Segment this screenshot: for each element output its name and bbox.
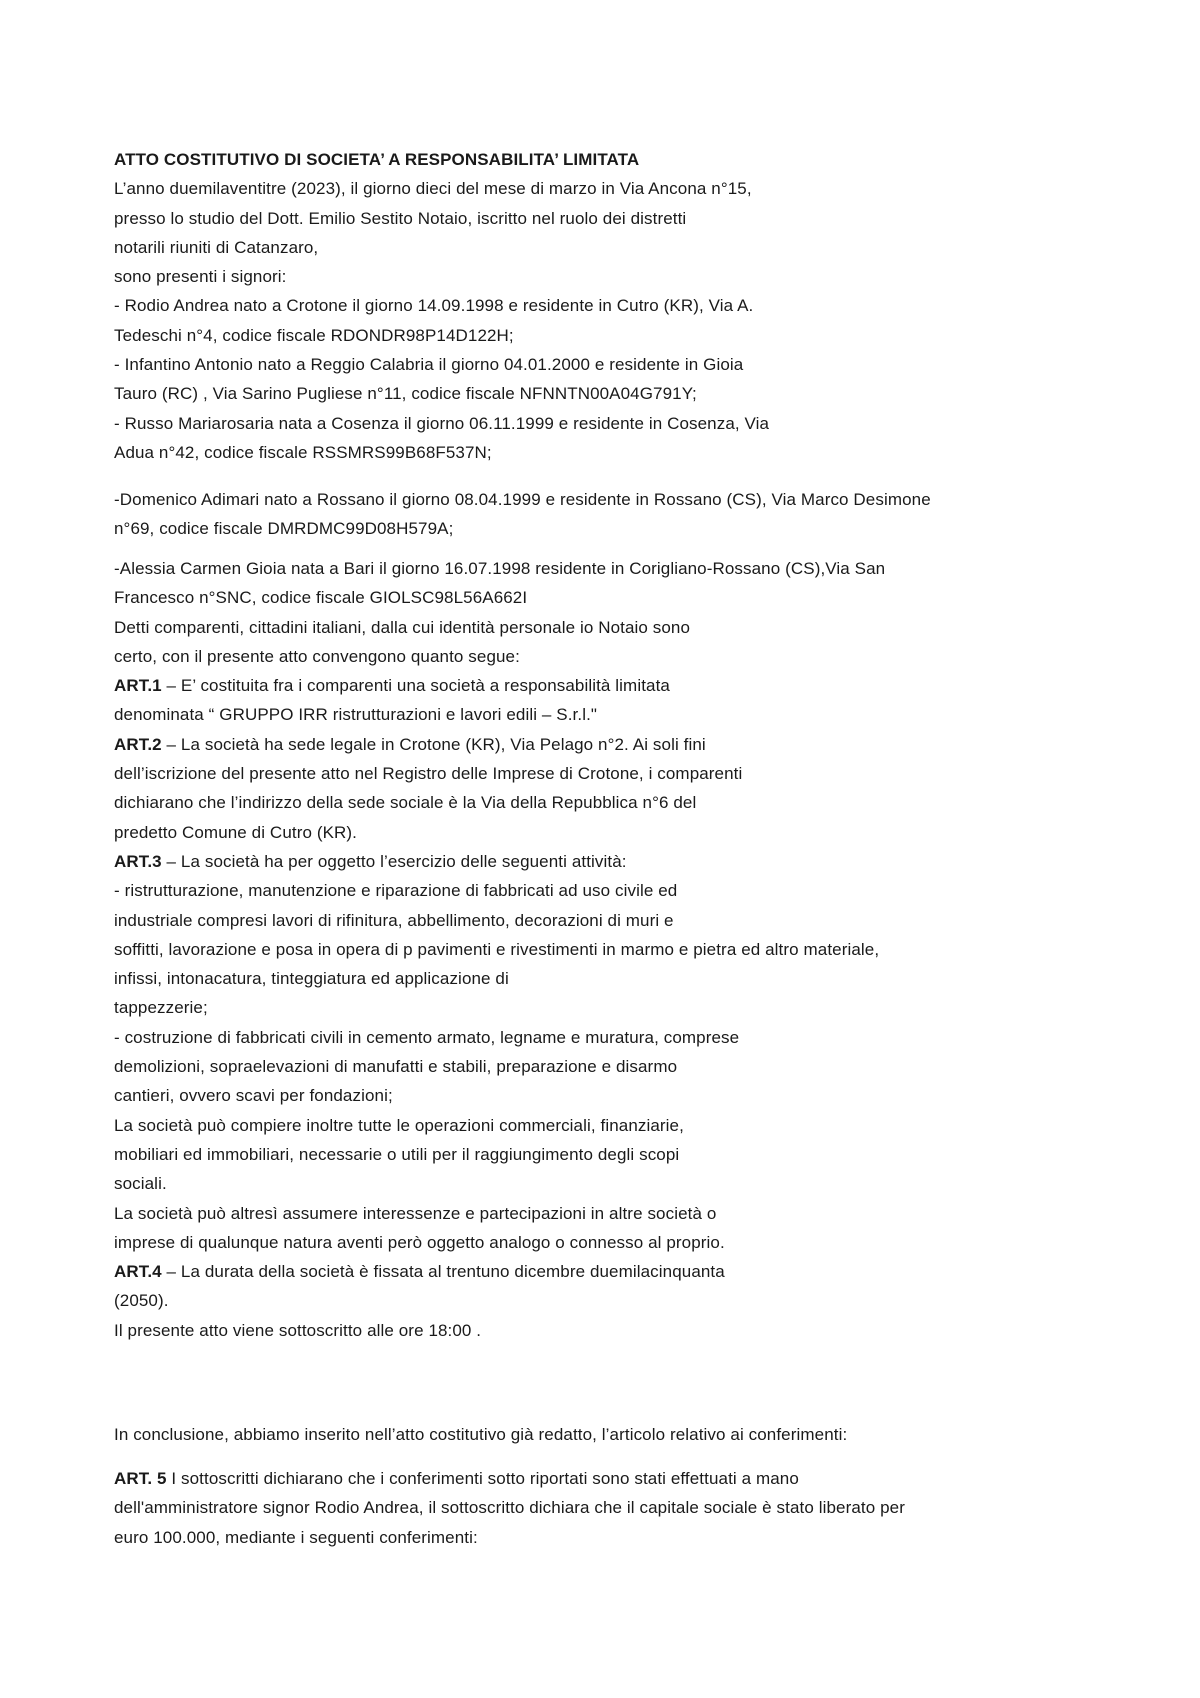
body-line [114, 583, 885, 612]
body-line [114, 613, 885, 642]
body-line [114, 1052, 885, 1081]
article-text: tappezzerie; [114, 998, 208, 1018]
body-line [114, 730, 885, 759]
intro-line: - Russo Mariarosaria nata a Cosenza il giorno 06.11.1999 e residente in Cosenza, Via [114, 413, 770, 433]
articles-block [114, 554, 885, 1345]
body-line [114, 1140, 885, 1169]
art5-block [114, 1464, 905, 1552]
article-text: demolizioni, sopraelevazioni di manufatti e stabili, preparazione e disarmo [114, 1057, 678, 1077]
article-text: - costruzione di fabbricati civili in cemento armato, legname e muratura, comprese [114, 1027, 740, 1047]
article-text: dell’iscrizione del presente atto nel Registro delle Imprese di Crotone, i comparenti [114, 764, 743, 784]
article-text: soffitti, lavorazione e posa in opera di p pavimenti e rivestimenti in marmo e pietra ed altro materiale, [114, 939, 880, 959]
article-text: predetto Comune di Cutro (KR). [114, 822, 357, 842]
article-text: denominata “ GRUPPO IRR ristrutturazioni e lavori edili – S.r.l." [114, 705, 598, 725]
body-line [114, 759, 885, 788]
body-line [114, 1286, 885, 1315]
article-text: imprese di qualunque natura aventi però oggetto analogo o connesso al proprio. [114, 1232, 725, 1252]
article-label: ART.1 [114, 676, 162, 696]
article-text: certo, con il presente atto convengono quanto segue: [114, 646, 520, 666]
body-line [114, 554, 885, 583]
art5-line: euro 100.000, mediante i seguenti conferimenti: [114, 1527, 478, 1547]
intro-line: Adua n°42, codice fiscale RSSMRS99B68F537N; [114, 442, 492, 462]
article-text: dichiarano che l’indirizzo della sede sociale è la Via della Repubblica n°6 del [114, 793, 697, 813]
body-line [114, 642, 885, 671]
body-line [114, 1199, 885, 1228]
article-label: ART.2 [114, 734, 162, 754]
body-line [114, 1111, 885, 1140]
article-label: ART.4 [114, 1262, 162, 1282]
body-line [114, 964, 885, 993]
article-text: -Alessia Carmen Gioia nata a Bari il giorno 16.07.1998 residente in Corigliano-Rossano (CS),Via San [114, 559, 886, 578]
intro-line: - Rodio Andrea nato a Crotone il giorno 14.09.1998 e residente in Cutro (KR), Via A. [114, 296, 754, 316]
body-line [114, 1257, 885, 1286]
art5-line [114, 1464, 905, 1493]
body-line [114, 818, 885, 847]
intro-line: presso lo studio del Dott. Emilio Sestito Notaio, iscritto nel ruolo dei distretti [114, 208, 687, 228]
article-text: (2050). [114, 1291, 169, 1311]
paragraph-line: n°69, codice fiscale DMRDMC99D08H579A; [114, 519, 454, 539]
intro-line: Tedeschi n°4, codice fiscale RDONDR98P14D122H; [114, 325, 514, 345]
article-text: – La società ha per oggetto l’esercizio delle seguenti attività: [161, 851, 627, 871]
body-line [114, 1169, 885, 1198]
article-label: ART. 5 [114, 1469, 167, 1488]
article-text: La società può compiere inoltre tutte le operazioni commerciali, finanziarie, [114, 1115, 684, 1135]
article-text: Detti comparenti, cittadini italiani, dalla cui identità personale io Notaio sono [114, 617, 691, 637]
article-text: cantieri, ovvero scavi per fondazioni; [114, 1086, 393, 1106]
article-text: La società può altresì assumere interessenze e partecipazioni in altre società o [114, 1203, 717, 1223]
article-text: – La società ha sede legale in Crotone (KR), Via Pelago n°2. Ai soli fini [161, 734, 706, 754]
conclusion-text: In conclusione, abbiamo inserito nell’atto costitutivo già redatto, l’articolo relativo ai conferimenti: [114, 1425, 848, 1444]
intro-line: Tauro (RC) , Via Sarino Pugliese n°11, codice fiscale NFNNTN00A04G791Y; [114, 384, 697, 404]
body-line [114, 906, 885, 935]
body-line [114, 1228, 885, 1257]
article-text: Francesco n°SNC, codice fiscale GIOLSC98L56A662I [114, 588, 528, 608]
article-text: sociali. [114, 1174, 167, 1194]
art5-line: dell'amministratore signor Rodio Andrea, il sottoscritto dichiara che il capitale sociale è stato liberato per [114, 1498, 905, 1518]
intro-line: sono presenti i signori: [114, 267, 287, 287]
article-text: Il presente atto viene sottoscritto alle ore 18:00 . [114, 1320, 482, 1340]
intro-block [114, 145, 769, 467]
conclusion-block [114, 1420, 847, 1449]
body-line [114, 1316, 885, 1345]
article-text: - ristrutturazione, manutenzione e riparazione di fabbricati ad uso civile ed [114, 881, 678, 901]
article-text: I sottoscritti dichiarano che i conferimenti sotto riportati sono stati effettuati a mano [166, 1469, 799, 1488]
intro-line: L’anno duemilaventitre (2023), il giorno dieci del mese di marzo in Via Ancona n°15, [114, 179, 752, 199]
body-line [114, 1081, 885, 1110]
body-line [114, 935, 885, 964]
article-text: mobiliari ed immobiliari, necessarie o utili per il raggiungimento degli scopi [114, 1144, 680, 1164]
body-line [114, 1023, 885, 1052]
body-line [114, 847, 885, 876]
article-text: industriale compresi lavori di rifinitura, abbellimento, decorazioni di muri e [114, 910, 674, 930]
intro-line: - Infantino Antonio nato a Reggio Calabria il giorno 04.01.2000 e residente in Gioia [114, 355, 744, 375]
paragraph-line: -Domenico Adimari nato a Rossano il giorno 08.04.1999 e residente in Rossano (CS), Via Marco Desimone [114, 490, 931, 509]
intro-line: notarili riuniti di Catanzaro, [114, 237, 319, 257]
article-text: – E’ costituita fra i comparenti una società a responsabilità limitata [161, 676, 670, 696]
body-line [114, 788, 885, 817]
body-line [114, 876, 885, 905]
document-title: ATTO COSTITUTIVO DI SOCIETA’ A RESPONSABILITA’ LIMITATA [114, 150, 640, 169]
article-text: – La durata della società è fissata al trentuno dicembre duemilacinquanta [161, 1262, 725, 1282]
article-label: ART.3 [114, 851, 162, 871]
body-line [114, 671, 885, 700]
domenico-paragraph [114, 485, 931, 544]
article-text: infissi, intonacatura, tinteggiatura ed applicazione di [114, 969, 509, 989]
body-line [114, 700, 885, 729]
body-line [114, 993, 885, 1022]
